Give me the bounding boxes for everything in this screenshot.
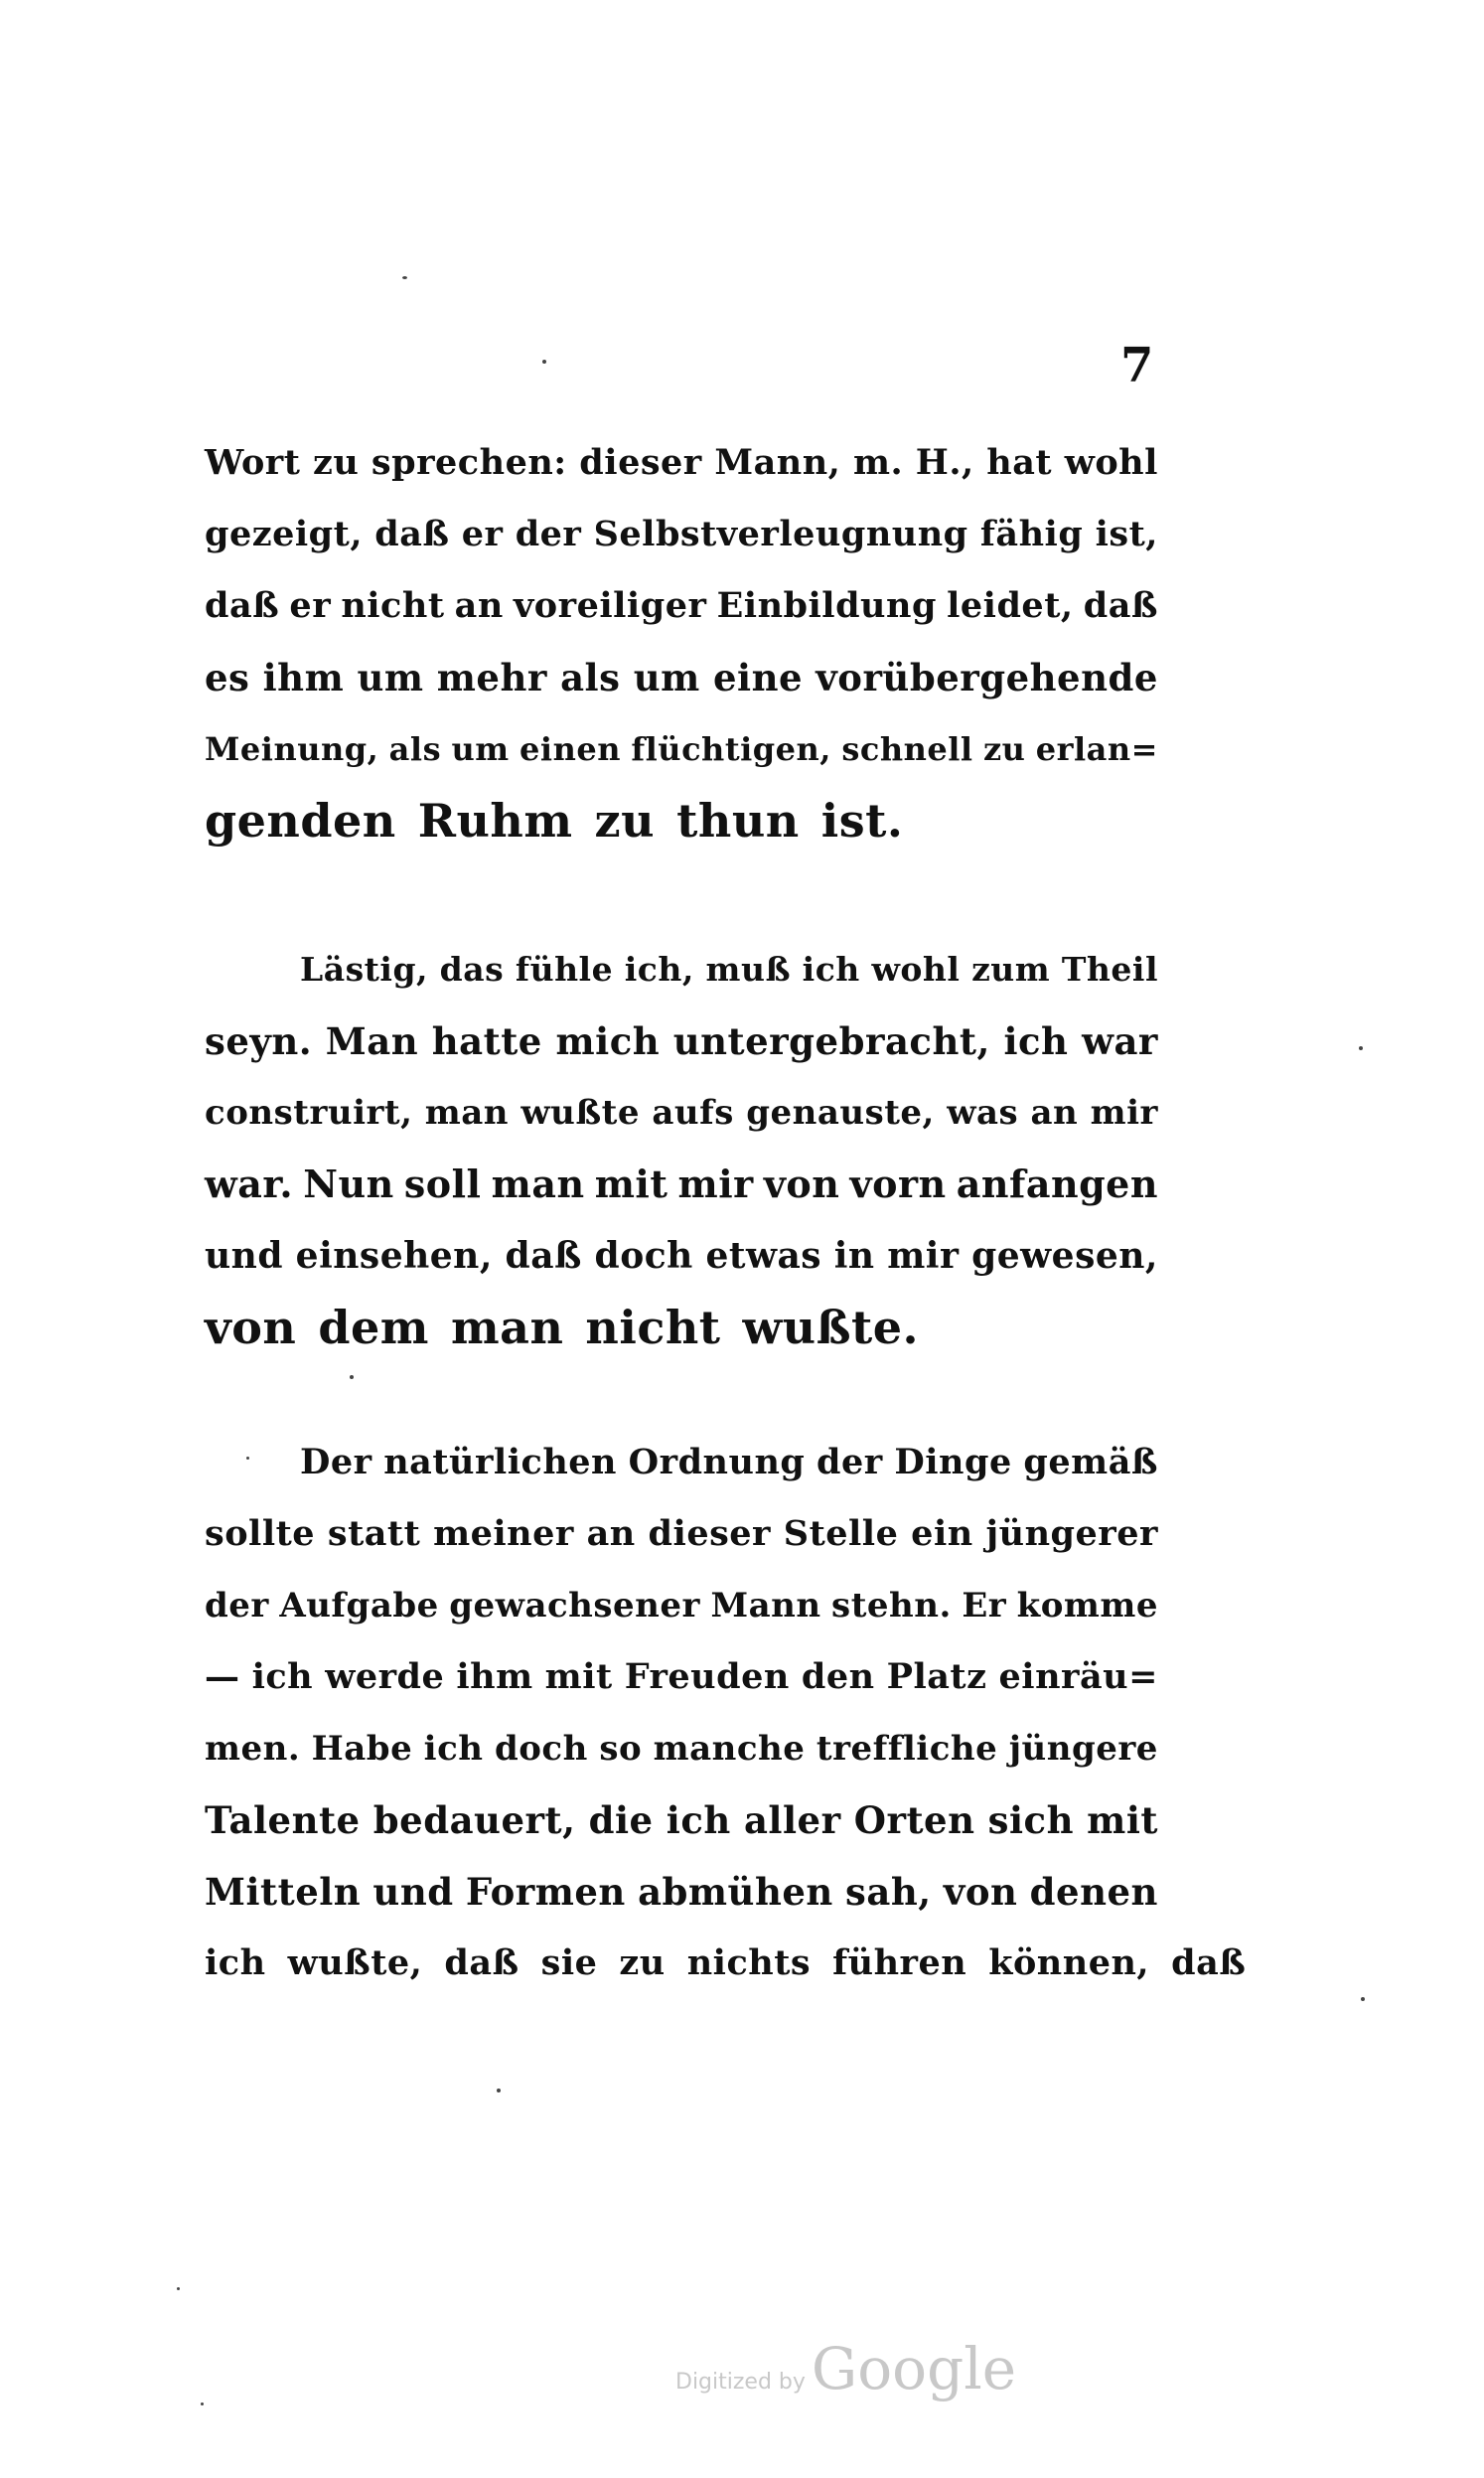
word: ich	[666, 1798, 731, 1842]
word: dieser	[648, 1513, 771, 1554]
word: seyn.	[205, 1019, 313, 1063]
text-line	[205, 427, 1158, 499]
word: flüchtigen,	[631, 730, 831, 768]
word: Mann	[710, 1586, 821, 1626]
word: führen	[832, 1942, 967, 1983]
word: Orten	[853, 1798, 975, 1842]
word: ich	[423, 1729, 484, 1769]
word: man	[450, 1301, 564, 1354]
word: um	[357, 656, 424, 699]
word: gezeigt,	[205, 514, 364, 554]
word: von	[763, 1162, 840, 1206]
google-logo-text: Google	[811, 2335, 1017, 2402]
word: man	[424, 1093, 510, 1133]
word: vorübergehende	[816, 656, 1158, 699]
word: m.	[852, 442, 904, 483]
word: sollte	[205, 1513, 316, 1554]
word: Aufgabe	[279, 1586, 439, 1626]
word: daß	[205, 585, 280, 626]
word: ein	[911, 1513, 973, 1554]
word: doch	[494, 1729, 588, 1769]
word: Man	[325, 1019, 419, 1063]
word: Talente	[205, 1798, 361, 1842]
word: dem	[318, 1301, 429, 1354]
text-line	[205, 934, 1158, 1006]
word: zu	[982, 730, 1026, 768]
word: Mitteln	[205, 1870, 362, 1914]
word: treffliche	[816, 1729, 998, 1769]
word: dieser	[579, 442, 702, 483]
text-line	[205, 1928, 1247, 1999]
word: wußte	[520, 1093, 641, 1133]
word: mir	[677, 1162, 754, 1206]
text-line	[205, 1641, 1158, 1713]
word: und	[372, 1870, 454, 1914]
word: ist,	[1095, 514, 1158, 554]
scan-speck	[246, 1457, 249, 1460]
word: ich,	[624, 950, 694, 989]
watermark-prefix: Digitized by	[675, 2370, 806, 2395]
word: Lästig,	[300, 950, 429, 989]
text-line	[205, 642, 1158, 713]
word: sah,	[845, 1870, 932, 1914]
text-line	[205, 785, 1158, 856]
word: fühle	[515, 950, 614, 989]
word: men.	[205, 1729, 301, 1769]
word: mehr	[436, 656, 547, 699]
word: schnell	[841, 730, 973, 768]
word: mit	[544, 1656, 613, 1697]
word: so	[599, 1729, 643, 1769]
digitized-by-google-watermark	[675, 2335, 1016, 2402]
word: sie	[540, 1942, 598, 1983]
word: zu	[594, 794, 656, 848]
word: sich	[987, 1798, 1074, 1842]
word: gewachsener	[449, 1586, 700, 1626]
word: mich	[555, 1019, 661, 1063]
word: —	[205, 1656, 240, 1697]
word: untergebracht,	[672, 1019, 990, 1063]
word: Ruhm	[417, 794, 573, 848]
word: Er	[962, 1586, 1007, 1626]
word: Theil	[1061, 950, 1158, 989]
word: erlan=	[1035, 730, 1158, 768]
word: jüngerer	[985, 1513, 1158, 1554]
word: Formen	[465, 1870, 626, 1914]
word: vorn	[849, 1162, 947, 1206]
word: gewesen,	[971, 1235, 1158, 1277]
word: bedauert,	[372, 1798, 576, 1842]
word: leidet,	[947, 585, 1074, 626]
word: der	[205, 1586, 269, 1626]
text-line	[205, 1856, 1158, 1928]
word: genden	[205, 794, 396, 848]
word: hat	[986, 442, 1053, 483]
word: werde	[325, 1656, 445, 1697]
word: das	[439, 950, 505, 989]
word: komme	[1016, 1586, 1158, 1626]
word: zu	[313, 442, 360, 483]
word: können,	[988, 1942, 1150, 1983]
word: mir	[1090, 1093, 1158, 1133]
word: er	[289, 585, 332, 626]
word: stehn.	[831, 1586, 952, 1626]
word: nicht	[341, 585, 445, 626]
word: daß	[444, 1942, 519, 1983]
scan-speck	[201, 2402, 204, 2405]
scan-speck	[1361, 1997, 1365, 2001]
word: anfangen	[956, 1162, 1158, 1206]
word: wußte.	[742, 1301, 920, 1354]
word: etwas	[705, 1235, 822, 1277]
scan-speck	[542, 360, 546, 364]
word: den	[801, 1656, 875, 1697]
word: hatte	[431, 1019, 542, 1063]
word: daß	[1083, 585, 1158, 626]
word: mit	[594, 1162, 668, 1206]
word: daß	[374, 514, 450, 554]
word: als	[388, 730, 442, 768]
word: manche	[653, 1729, 806, 1769]
word: einen	[519, 730, 621, 768]
text-line	[205, 1077, 1158, 1149]
word: eine	[712, 656, 804, 699]
word: wohl	[871, 950, 961, 989]
text-line	[205, 1006, 1158, 1077]
text-line	[205, 713, 1158, 785]
word: Der	[300, 1442, 372, 1482]
word: in	[833, 1235, 875, 1277]
word: ich	[251, 1656, 314, 1697]
word: Freuden	[624, 1656, 790, 1697]
text-line	[205, 570, 1158, 642]
word: der	[816, 1442, 883, 1482]
word: war	[1082, 1019, 1158, 1063]
text-line	[205, 1784, 1158, 1856]
text-line	[205, 1292, 1158, 1363]
word: Ordnung	[628, 1442, 806, 1482]
page-number: 7	[1120, 338, 1154, 393]
word: ich	[802, 950, 860, 989]
word: ich	[1003, 1019, 1069, 1063]
word: Platz	[886, 1656, 987, 1697]
text-line	[205, 1427, 1158, 1498]
word: aufs	[652, 1093, 734, 1133]
word: nicht	[585, 1301, 721, 1354]
word: zu	[619, 1942, 666, 1983]
word: um	[633, 656, 700, 699]
text-line	[205, 1570, 1158, 1641]
word: und	[205, 1235, 284, 1277]
word: war.	[205, 1162, 294, 1206]
word: meiner	[433, 1513, 574, 1554]
word: was	[947, 1093, 1019, 1133]
paragraph-2	[205, 934, 1158, 1363]
word: Nun	[303, 1162, 394, 1206]
word: denen	[1029, 1870, 1158, 1914]
word: mir	[887, 1235, 960, 1277]
word: von	[943, 1870, 1018, 1914]
word: Einbildung	[716, 585, 937, 626]
word: Selbstverleugnung	[593, 514, 968, 554]
scan-speck	[497, 2089, 501, 2092]
word: der	[515, 514, 582, 554]
text-line	[205, 1149, 1158, 1220]
word: voreiliger	[513, 585, 707, 626]
word: ihm	[456, 1656, 533, 1697]
word: er	[461, 514, 504, 554]
word: muß	[705, 950, 792, 989]
word: construirt,	[205, 1093, 413, 1133]
word: wohl	[1064, 442, 1158, 483]
word: jüngere	[1008, 1729, 1158, 1769]
word: natürlichen	[383, 1442, 617, 1482]
word: die	[588, 1798, 654, 1842]
scan-speck	[177, 2287, 180, 2290]
word: H.,	[915, 442, 974, 483]
word: wußte,	[287, 1942, 423, 1983]
text-line	[205, 499, 1158, 570]
word: Mann,	[714, 442, 841, 483]
word: soll	[403, 1162, 482, 1206]
word: Stelle	[783, 1513, 899, 1554]
word: ihm	[262, 656, 345, 699]
word: an	[1030, 1093, 1079, 1133]
scan-speck	[1359, 1046, 1363, 1050]
word: aller	[743, 1798, 841, 1842]
paragraph-3	[205, 1427, 1247, 1999]
word: an	[586, 1513, 636, 1554]
word: um	[451, 730, 510, 768]
text-line	[205, 1498, 1158, 1570]
word: thun	[676, 794, 800, 848]
word: Wort	[205, 442, 301, 483]
word: abmühen	[638, 1870, 833, 1914]
word: Meinung,	[205, 730, 379, 768]
word: statt	[327, 1513, 421, 1554]
word: daß	[505, 1235, 582, 1277]
word: man	[491, 1162, 585, 1206]
word: Habe	[311, 1729, 413, 1769]
word: Dinge	[894, 1442, 1012, 1482]
word: an	[454, 585, 504, 626]
word: nichts	[686, 1942, 812, 1983]
scan-speck	[402, 276, 407, 279]
word: sprechen:	[371, 442, 567, 483]
word: mit	[1087, 1798, 1158, 1842]
word: doch	[594, 1235, 693, 1277]
word: es	[205, 656, 250, 699]
word: genauste,	[746, 1093, 935, 1133]
word: einräu=	[998, 1656, 1158, 1697]
word: ist.	[820, 794, 904, 848]
word: als	[560, 656, 621, 699]
scan-speck	[350, 1375, 354, 1379]
text-line	[205, 1713, 1158, 1784]
paragraph-1	[205, 427, 1158, 856]
word: gemäß	[1023, 1442, 1158, 1482]
word: von	[205, 1301, 297, 1354]
text-line	[205, 1220, 1158, 1292]
word: fähig	[979, 514, 1084, 554]
word: ich	[205, 1942, 266, 1983]
word: daß	[1171, 1942, 1247, 1983]
word: zum	[971, 950, 1051, 989]
word: einsehen,	[295, 1235, 493, 1277]
